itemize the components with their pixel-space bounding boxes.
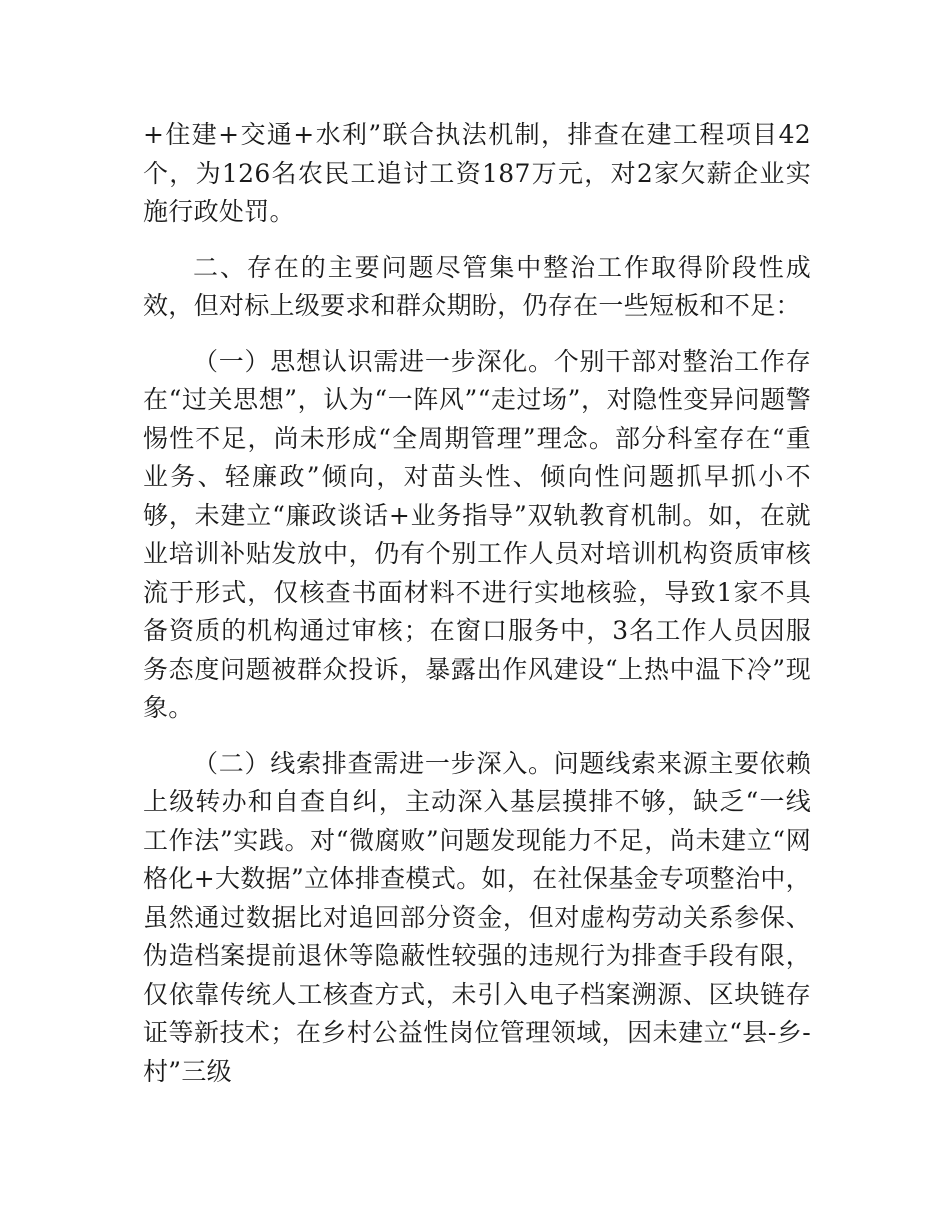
paragraph-continuation: +住建+交通+水利”联合执法机制，排查在建工程项目42个，为126名农民工追讨工资187万元，对2家欠薪企业实施行政处罚。 — [143, 120, 811, 226]
paragraph-section-two-heading: 二、存在的主要问题尽管集中整治工作取得阶段性成效，但对标上级要求和群众期盼，仍存在一些短板和不足： — [143, 252, 811, 320]
document-body — [143, 116, 811, 1091]
paragraph-item-two: （二）线索排查需进一步深入。问题线索来源主要依赖上级转办和自查自纠，主动深入基层摸排不够，缺乏“一线工作法”实践。对“微腐败”问题发现能力不足，尚未建立“网格化+大数据”立体排查模式。如，在社保基金专项整治中，虽然通过数据比对追回部分资金，但对虚构劳动关系参保、伪造档案提前退休等隐蔽性较强的违规行为排查手段有限，仅依靠传统人工核查方式，未引入电子档案溯源、区块链存证等新技术；在乡村公益性岗位管理领域，因未建立“县-乡-村”三级 — [143, 748, 811, 1086]
paragraph-item-one: （一）思想认识需进一步深化。个别干部对整治工作存在“过关思想”，认为“一阵风”“走过场”，对隐性变异问题警惕性不足，尚未形成“全周期管理”理念。部分科室存在“重业务、轻廉政”倾向，对苗头性、倾向性问题抓早抓小不够，未建立“廉政谈话+业务指导”双轨教育机制。如，在就业培训补贴发放中，仍有个别工作人员对培训机构资质审核流于形式，仅核查书面材料不进行实地核验，导致1家不具备资质的机构通过审核；在窗口服务中，3名工作人员因服务态度问题被群众投诉，暴露出作风建设“上热中温下冷”现象。 — [143, 346, 811, 722]
